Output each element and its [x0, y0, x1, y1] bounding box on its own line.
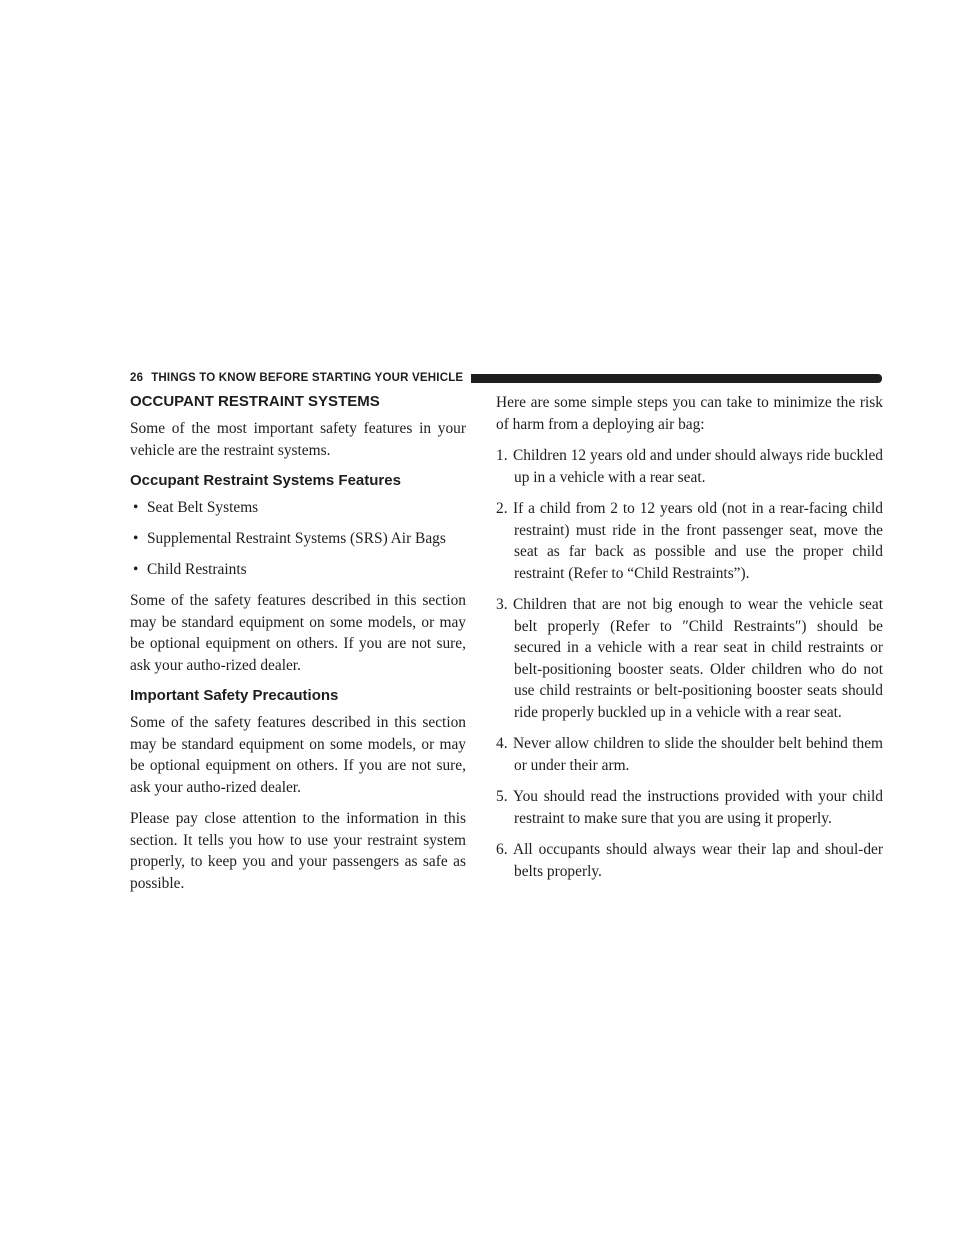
list-item — [130, 497, 466, 518]
features-note: Some of the safety features described in this section may be standard equipment on some models, or may be optional equipment on others. If you are not sure, ask your autho-rized dealer. — [130, 592, 466, 674]
step-number: 2. — [496, 500, 508, 517]
page-number: 26 — [130, 372, 144, 384]
list-item-text: Supplemental Restraint Systems (SRS) Air Bags — [147, 530, 446, 547]
bullet-icon: • — [133, 530, 139, 547]
bullet-icon: • — [133, 561, 139, 578]
features-heading: Occupant Restraint Systems Features — [130, 472, 401, 489]
intro-paragraph: Some of the most important safety features in your vehicle are the restraint systems. — [130, 420, 466, 459]
list-item — [496, 786, 883, 829]
step-number: 4. — [496, 735, 508, 752]
right-column — [496, 392, 883, 892]
step-number: 3. — [496, 596, 508, 613]
list-item — [130, 559, 466, 580]
step-text: Never allow children to slide the shoulder belt behind them or under their arm. — [513, 735, 883, 774]
list-item — [130, 528, 466, 549]
bullet-icon: • — [133, 499, 139, 516]
step-number: 6. — [496, 841, 508, 858]
list-item — [496, 733, 883, 776]
running-title: THINGS TO KNOW BEFORE STARTING YOUR VEHICLE — [151, 372, 464, 384]
step-text: If a child from 2 to 12 years old (not in a rear-facing child restraint) must ride in the front passenger seat, move the seat as far back as possible and use the proper child restraint (Refer to “Child Restraints”). — [513, 500, 883, 582]
precautions-paragraph-2: Please pay close attention to the information in this section. It tells you how to use your restraint system properly, to keep you and your passengers as safe as possible. — [130, 810, 466, 892]
list-item — [496, 839, 883, 882]
step-number: 5. — [496, 788, 508, 805]
list-item-text: Seat Belt Systems — [147, 499, 259, 516]
left-column — [130, 392, 466, 904]
section-title: OCCUPANT RESTRAINT SYSTEMS — [130, 393, 380, 410]
step-number: 1. — [496, 447, 508, 464]
step-text: Children that are not big enough to wear the vehicle seat belt properly (Refer to ″Child Restraints″) should be secured in a vehicle with a rear seat in child restraints or belt-positioning booster seats. Older children who do not use child restraints or belt-positioning booster seats should ride properly buckled up in a vehicle with a rear seat. — [513, 596, 883, 721]
features-list — [130, 497, 466, 580]
list-item — [496, 498, 883, 584]
header-rule — [471, 374, 882, 383]
running-header — [130, 370, 882, 386]
list-item — [496, 594, 883, 723]
list-item — [496, 445, 883, 488]
precautions-heading: Important Safety Precautions — [130, 687, 339, 704]
steps-list — [496, 445, 883, 882]
step-text: You should read the instructions provided with your child restraint to make sure that you are using it properly. — [513, 788, 883, 827]
step-text: Children 12 years old and under should always ride buckled up in a vehicle with a rear seat. — [513, 447, 883, 486]
step-text: All occupants should always wear their lap and shoul-der belts properly. — [513, 841, 883, 880]
steps-intro: Here are some simple steps you can take to minimize the risk of harm from a deploying air bag: — [496, 394, 883, 433]
list-item-text: Child Restraints — [147, 561, 247, 578]
precautions-paragraph-1: Some of the safety features described in this section may be standard equipment on some models, or may be optional equipment on others. If you are not sure, ask your autho-rized dealer. — [130, 714, 466, 796]
